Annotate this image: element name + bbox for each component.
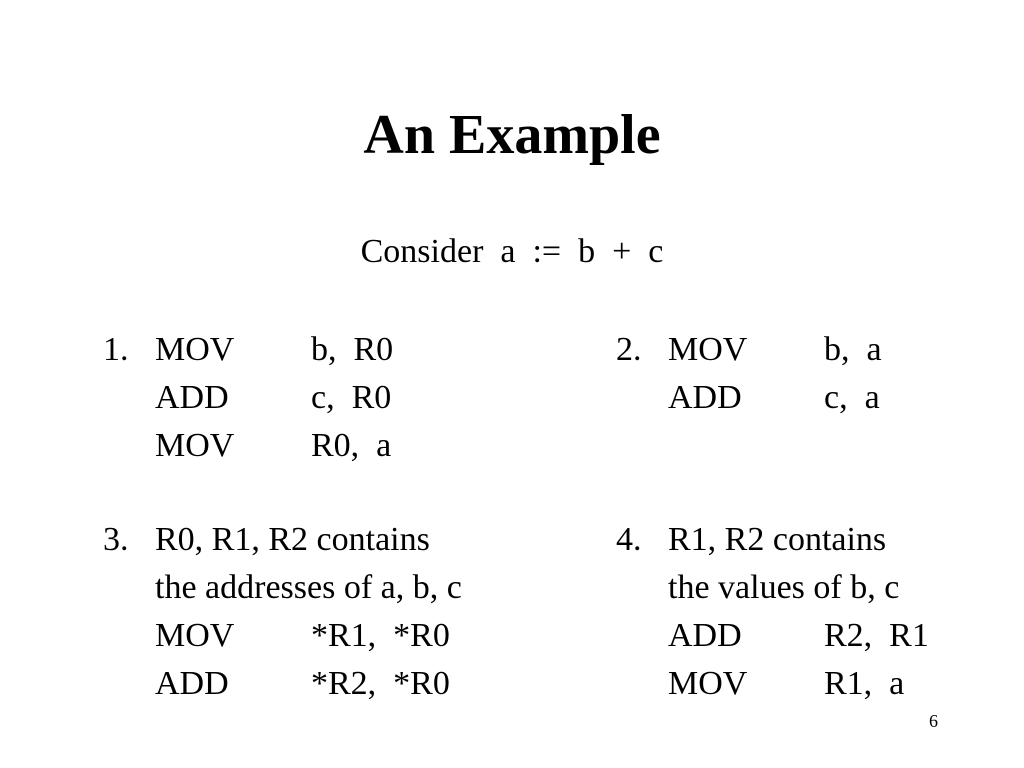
- example-number: 1.: [103, 331, 129, 368]
- code-args: *R2, *R0: [311, 665, 450, 702]
- code-op: MOV: [668, 665, 748, 702]
- code-op: ADD: [155, 379, 229, 416]
- code-op: ADD: [155, 665, 229, 702]
- code-line: [616, 660, 905, 708]
- code-line: [103, 612, 450, 660]
- code-args: c, a: [824, 379, 880, 416]
- example-3: [103, 516, 462, 708]
- code-args: b, a: [824, 331, 882, 368]
- code-args: b, R0: [311, 331, 394, 368]
- description-text: R0, R1, R2 contains: [155, 521, 430, 558]
- description-line: [616, 564, 900, 612]
- example-1: [103, 326, 394, 470]
- example-number: 2.: [616, 331, 642, 368]
- description-text: the addresses of a, b, c: [155, 569, 462, 606]
- code-line: [103, 374, 392, 422]
- code-op: ADD: [668, 617, 742, 654]
- code-line: [616, 612, 929, 660]
- code-line: [103, 422, 392, 470]
- code-op: MOV: [668, 331, 748, 368]
- code-op: MOV: [155, 331, 235, 368]
- description-text: R1, R2 contains: [668, 521, 887, 558]
- example-number: 4.: [616, 521, 642, 558]
- code-line: [103, 326, 394, 374]
- code-args: *R1, *R0: [311, 617, 450, 654]
- example-2: [616, 326, 882, 422]
- example-number: 3.: [103, 521, 129, 558]
- code-args: c, R0: [311, 379, 392, 416]
- page-number: 6: [929, 711, 938, 731]
- slide-subtitle: Consider a := b + c: [360, 233, 664, 270]
- code-line: [616, 374, 880, 422]
- code-line: [616, 326, 882, 374]
- code-op: ADD: [668, 379, 742, 416]
- description-line: [103, 564, 462, 612]
- code-args: R2, R1: [824, 617, 929, 654]
- description-line: [616, 516, 887, 564]
- code-op: MOV: [155, 427, 235, 464]
- code-args: R1, a: [824, 665, 905, 702]
- example-4: [616, 516, 929, 708]
- description-line: [103, 516, 430, 564]
- description-text: the values of b, c: [668, 569, 900, 606]
- code-op: MOV: [155, 617, 235, 654]
- code-line: [103, 660, 450, 708]
- code-args: R0, a: [311, 427, 392, 464]
- slide-title: An Example: [363, 104, 661, 166]
